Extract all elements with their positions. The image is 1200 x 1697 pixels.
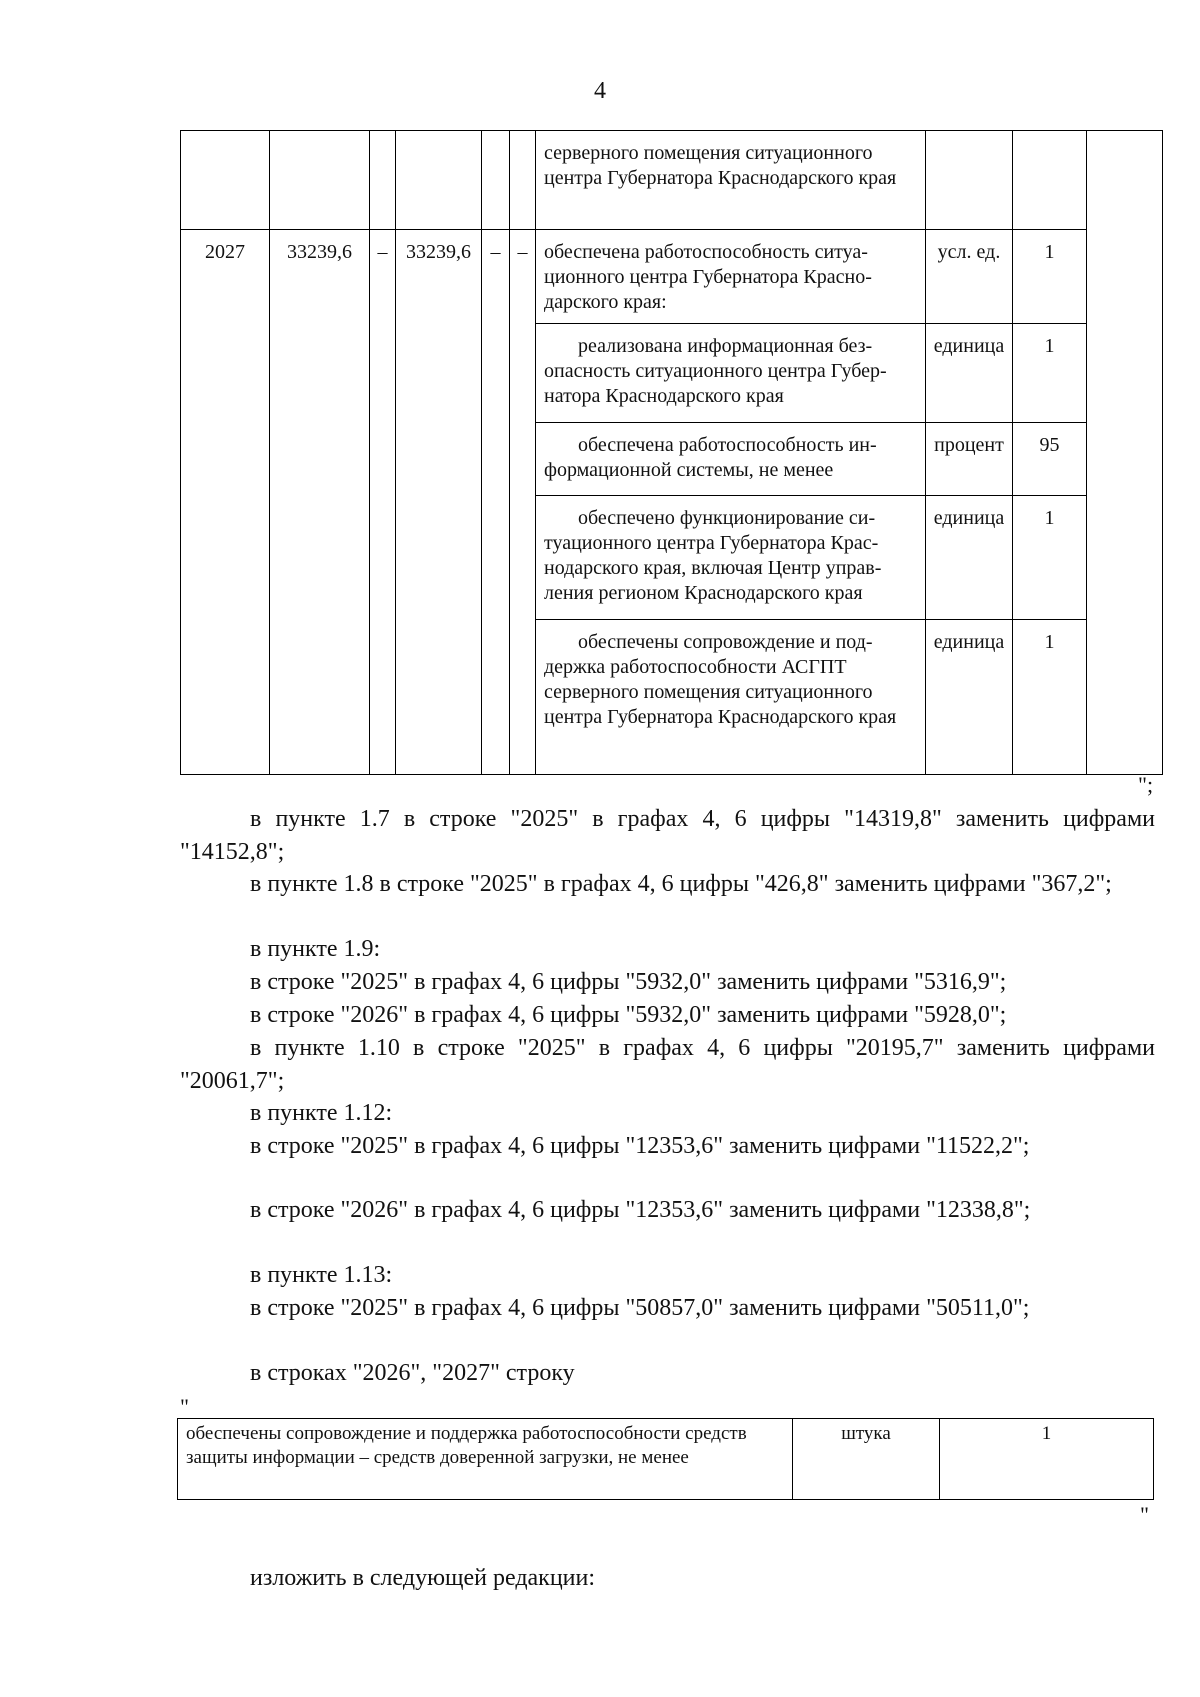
amendment-paragraph: в строках "2026", "2027" строку — [250, 1360, 575, 1386]
value-cell: 1 — [1013, 620, 1087, 775]
amendment-paragraph: в пункте 1.12: — [250, 1100, 393, 1126]
amendment-paragraph: в пункте 1.9: — [250, 936, 381, 962]
value-cell: 1 — [1013, 324, 1087, 423]
value-cell: 95 — [1013, 423, 1087, 496]
description-cell: обеспечены сопровождение и под-держка работоспособности АСГПТ серверного помещения ситуационного центра Губернатора Краснодарского края — [536, 620, 926, 775]
table-row — [181, 131, 1163, 230]
col5-cell: – — [482, 230, 510, 775]
amendment-paragraph: в пункте 1.10 в строке "2025" в графах 4, 6 цифры "20195,7" заменить цифрами "20061,7"; — [180, 1035, 1155, 1094]
value-cell: 1 — [1013, 496, 1087, 620]
year-cell: 2027 — [181, 230, 270, 775]
description-cell: обеспечена работоспособность ин-формационной системы, не менее — [536, 423, 926, 496]
final-paragraph: изложить в следующей редакции: — [250, 1565, 596, 1591]
value-cell — [1013, 131, 1087, 230]
amendment-paragraph: в пункте 1.8 в строке "2025" в графах 4, 6 цифры "426,8" заменить цифрами "367,2"; — [250, 871, 1112, 897]
col6-cell: – — [510, 230, 536, 775]
amendment-paragraph: в строке "2025" в графах 4, 6 цифры "50857,0" заменить цифрами "50511,0"; — [250, 1295, 1030, 1321]
amendment-paragraph: в строке "2026" в графах 4, 6 цифры "12353,6" заменить цифрами "12338,8"; — [250, 1197, 1031, 1223]
table-row — [181, 230, 1163, 324]
description-cell: реализована информационная без-опасность ситуационного центра Губер-натора Краснодарского края — [536, 324, 926, 423]
value-cell: 1 — [1013, 230, 1087, 324]
description-cell: обеспечено функционирование си-туационного центра Губернатора Крас-нодарского края, включая Центр управ-ления регионом Краснодарского края — [536, 496, 926, 620]
description-cell: обеспечены сопровождение и поддержка работоспособности средств защиты информации – средств доверенной загрузки, не менее — [178, 1419, 793, 1500]
unit-cell: штука — [793, 1419, 940, 1500]
year-cell — [181, 131, 270, 230]
closing-quote-mark: " — [1140, 1502, 1149, 1527]
unit-cell — [926, 131, 1013, 230]
amendment-paragraph: в строке "2025" в графах 4, 6 цифры "12353,6" заменить цифрами "11522,2"; — [250, 1133, 1030, 1159]
col3-cell: – — [370, 230, 396, 775]
description-cell: серверного помещения ситуационного центра Губернатора Краснодарского края — [536, 131, 926, 230]
closing-quote-mark: "; — [1138, 772, 1154, 797]
unit-cell: усл. ед. — [926, 230, 1013, 324]
amendment-paragraph: в пункте 1.7 в строке "2025" в графах 4, 6 цифры "14319,8" заменить цифрами "14152,8"; — [180, 806, 1155, 865]
value-cell: 1 — [940, 1419, 1154, 1500]
amendment-paragraph: в строке "2025" в графах 4, 6 цифры "5932,0" заменить цифрами "5316,9"; — [250, 969, 1007, 995]
amendment-paragraph: в строке "2026" в графах 4, 6 цифры "5932,0" заменить цифрами "5928,0"; — [250, 1002, 1007, 1028]
unit-cell: единица — [926, 620, 1013, 775]
unit-cell: процент — [926, 423, 1013, 496]
table-row — [178, 1419, 1154, 1500]
description-cell: обеспечена работоспособность ситуа-ционного центра Губернатора Красно-дарского края: — [536, 230, 926, 324]
page-number: 4 — [594, 78, 606, 104]
unit-cell: единица — [926, 496, 1013, 620]
total-cell: 33239,6 — [270, 230, 370, 775]
col4-cell: 33239,6 — [396, 230, 482, 775]
amendment-paragraph: в пункте 1.13: — [250, 1262, 393, 1288]
indicators-table — [180, 130, 1163, 775]
opening-quote-mark: " — [180, 1394, 189, 1419]
unit-cell: единица — [926, 324, 1013, 423]
total-cell — [270, 131, 370, 230]
outer-right-cell — [1087, 131, 1163, 775]
replaced-row-table — [177, 1418, 1154, 1500]
